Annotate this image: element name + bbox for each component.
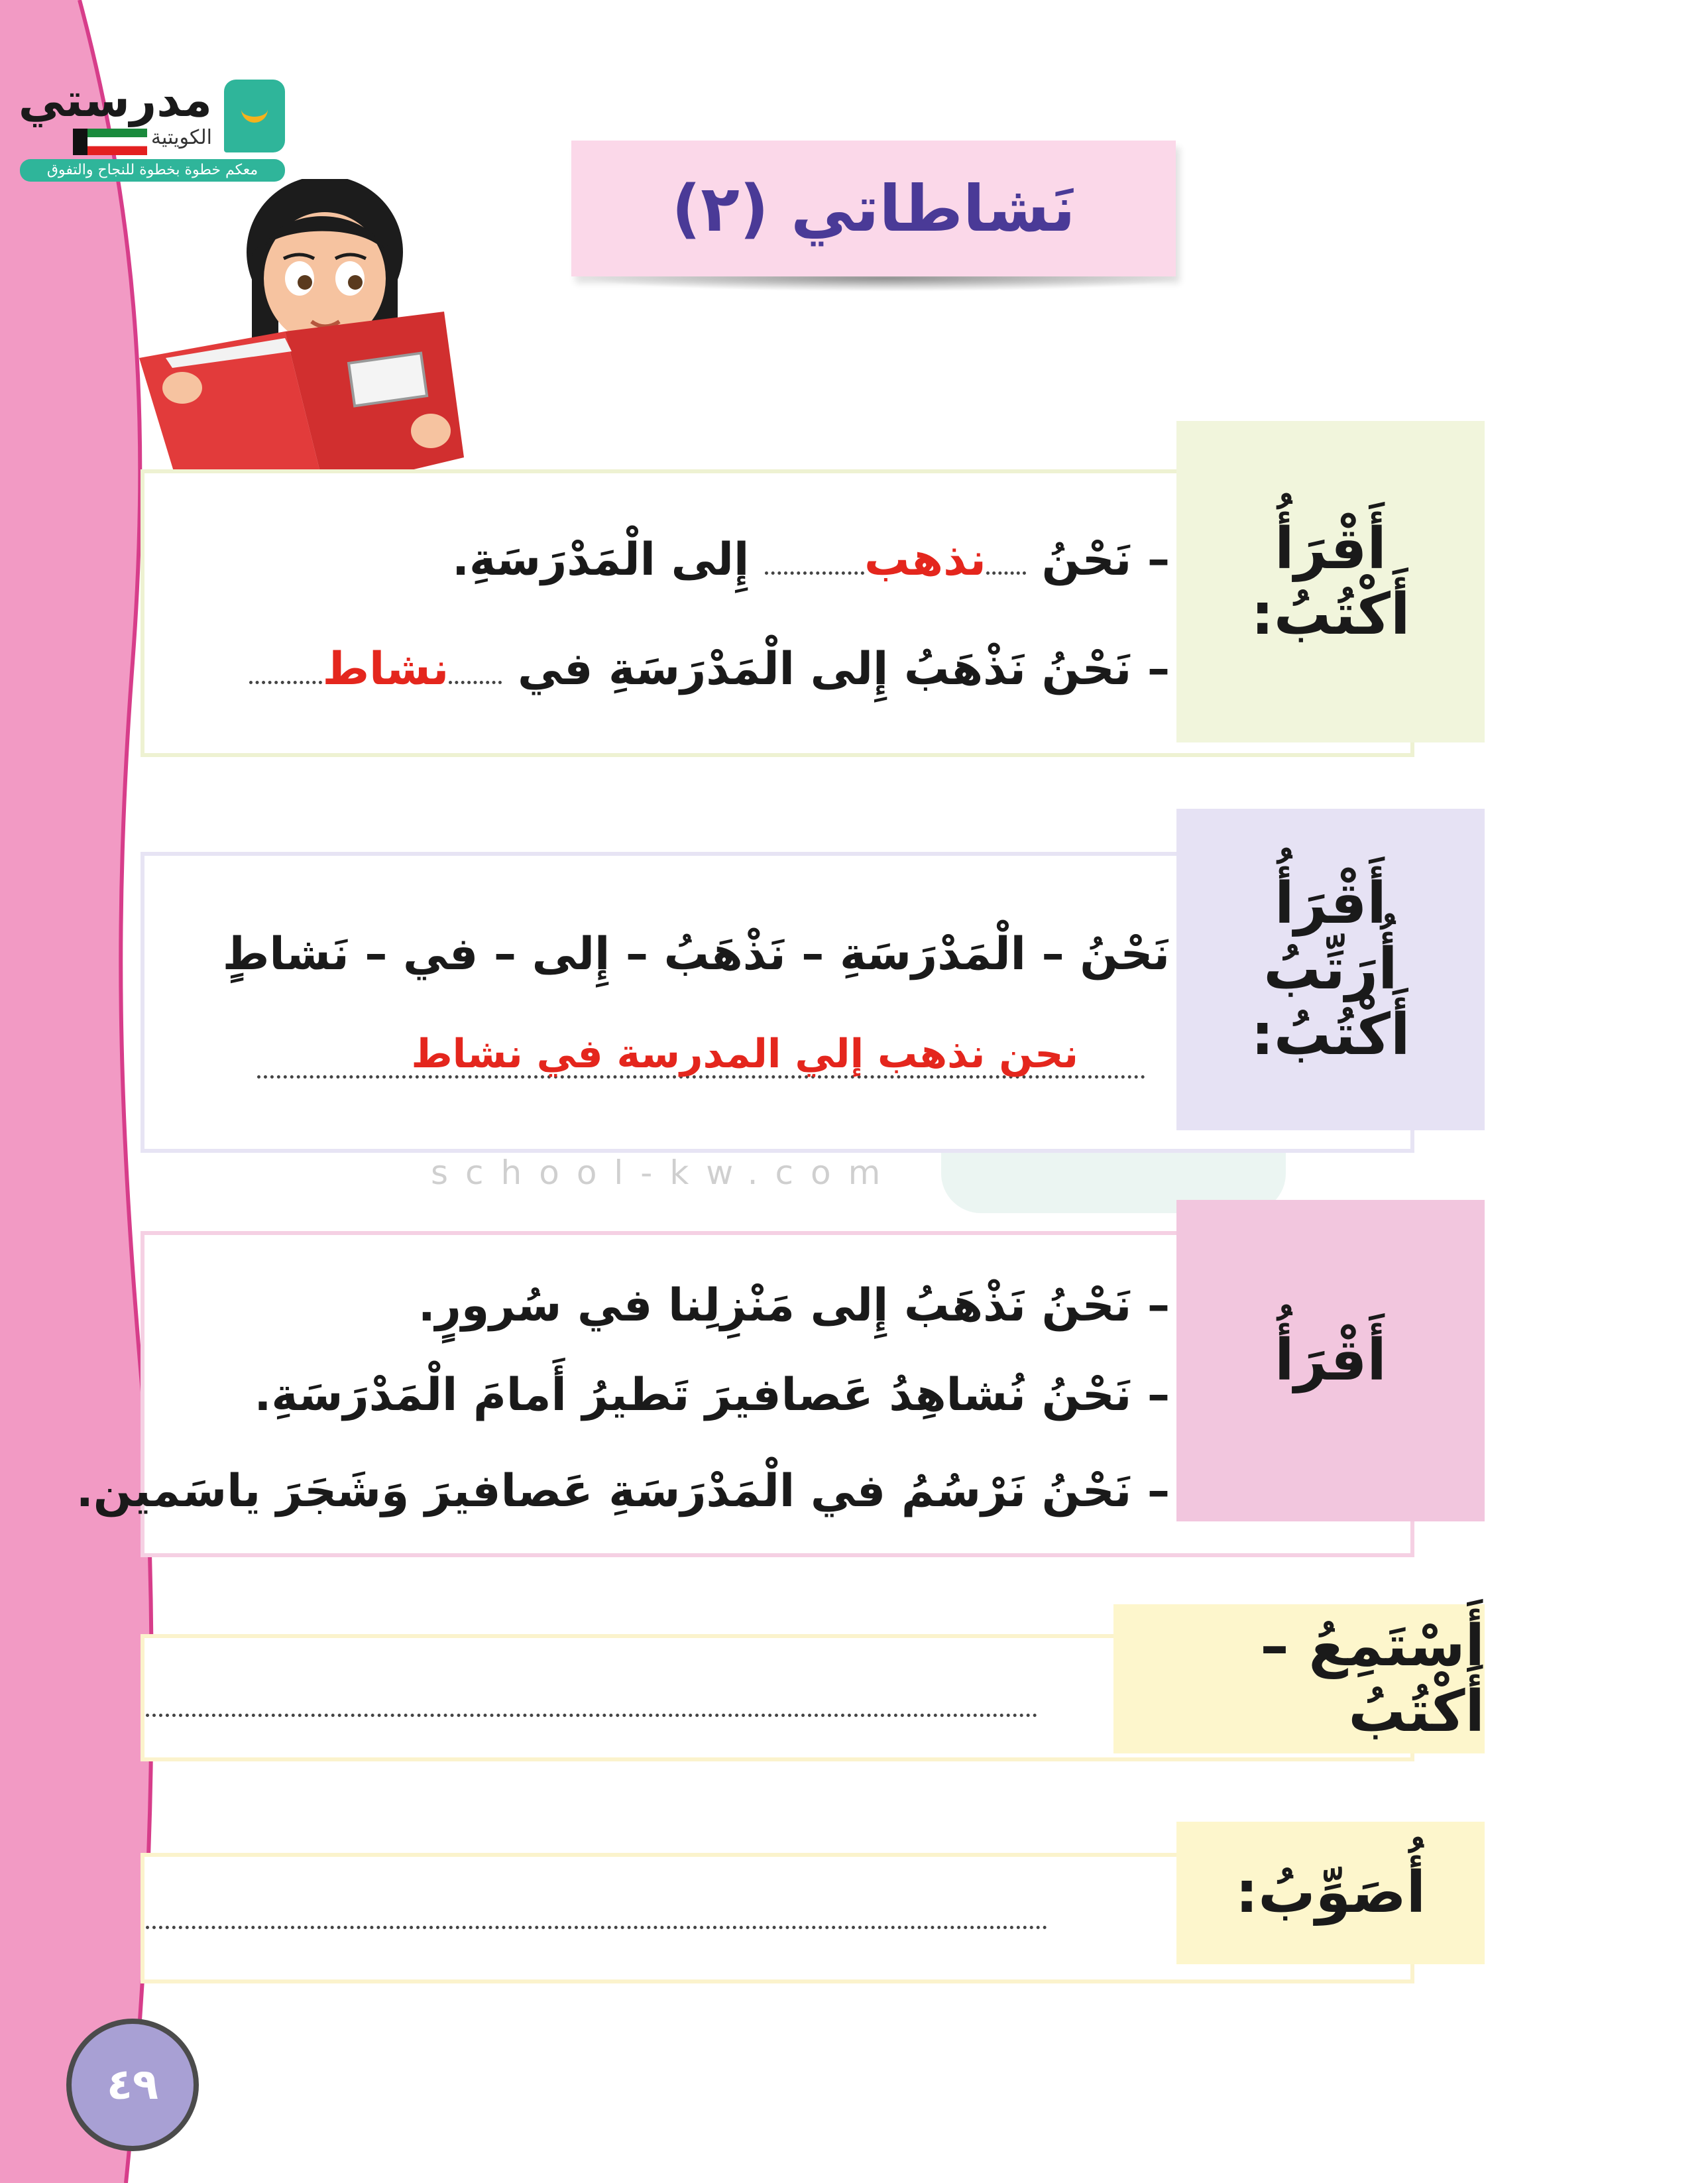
answer-text: نذهب: [864, 534, 986, 586]
exercise-4-label: [1113, 1604, 1485, 1753]
kuwait-flag-icon: [73, 129, 147, 155]
logo-title: مدرستي: [18, 73, 212, 127]
label-read: أَقْرَأُ: [1275, 870, 1387, 937]
exercise-3-line-2: – نَحْنُ نُشاهِدُ عَصافيرَ تَطيرُ أَمامَ الْمَدْرَسَةِ.: [254, 1369, 1170, 1421]
label-arrange: أُرَتِّبُ: [1263, 936, 1398, 1003]
exercise-4-write-line[interactable]: [146, 1714, 1037, 1717]
page-title: نَشاطاتي (٢): [671, 171, 1076, 246]
label-read: أَقْرَأُ: [1275, 1327, 1387, 1394]
logo-subtitle: الكويتية: [150, 126, 212, 149]
exercise-3-line-3: – نَحْنُ نَرْسُمُ في الْمَدْرَسَةِ عَصافيرَ وَشَجَرَ ياسَمين.: [76, 1465, 1170, 1517]
label-correct: أُصَوِّبُ:: [1235, 1859, 1426, 1926]
exercise-3-label: [1176, 1200, 1485, 1521]
exercise-2-label: [1176, 809, 1485, 1130]
exercise-3-line-1: – نَحْنُ نَذْهَبُ إِلى مَنْزِلِنا في سُرورٍ.: [418, 1279, 1170, 1332]
title-banner: [571, 141, 1176, 276]
exercise-1-label: [1176, 421, 1485, 742]
label-listen-write: أَسْتَمِعُ – أَكْتُبُ: [1260, 1612, 1485, 1745]
exercise-1-line-1: – نَحْنُ نذهب إِلى الْمَدْرَسَةِ.: [452, 534, 1170, 586]
label-read: أَقْرَأُ: [1275, 515, 1387, 582]
exercise-2-answer: نحن نذهب إلي المدرسة في نشاط: [411, 1031, 1078, 1077]
page-number-badge: [66, 2019, 199, 2151]
logo-tagline: معكم خطوة بخطوة للنجاح والتفوق: [20, 159, 285, 182]
girl-reading-book-illustration: [126, 179, 484, 510]
exercise-1-line-2: – نَحْنُ نَذْهَبُ إِلى الْمَدْرَسَةِ في نشاط: [249, 643, 1170, 695]
exercise-5-write-line[interactable]: [146, 1926, 1047, 1929]
exercise-2-words: نَحْنُ – الْمَدْرَسَةِ – نَذْهَبُ – إِلى – في – نَشاطٍ: [222, 928, 1170, 980]
exercise-5-label: [1176, 1822, 1485, 1964]
page-number: ٤٩: [106, 2060, 159, 2109]
answer-text: نشاط: [322, 643, 449, 695]
site-logo: [20, 73, 285, 186]
logo-icon: [224, 80, 285, 152]
label-write: أَكْتُبُ:: [1251, 581, 1410, 648]
label-write: أَكْتُبُ:: [1251, 1001, 1410, 1068]
watermark-text: school-kw.com: [431, 1153, 898, 1192]
